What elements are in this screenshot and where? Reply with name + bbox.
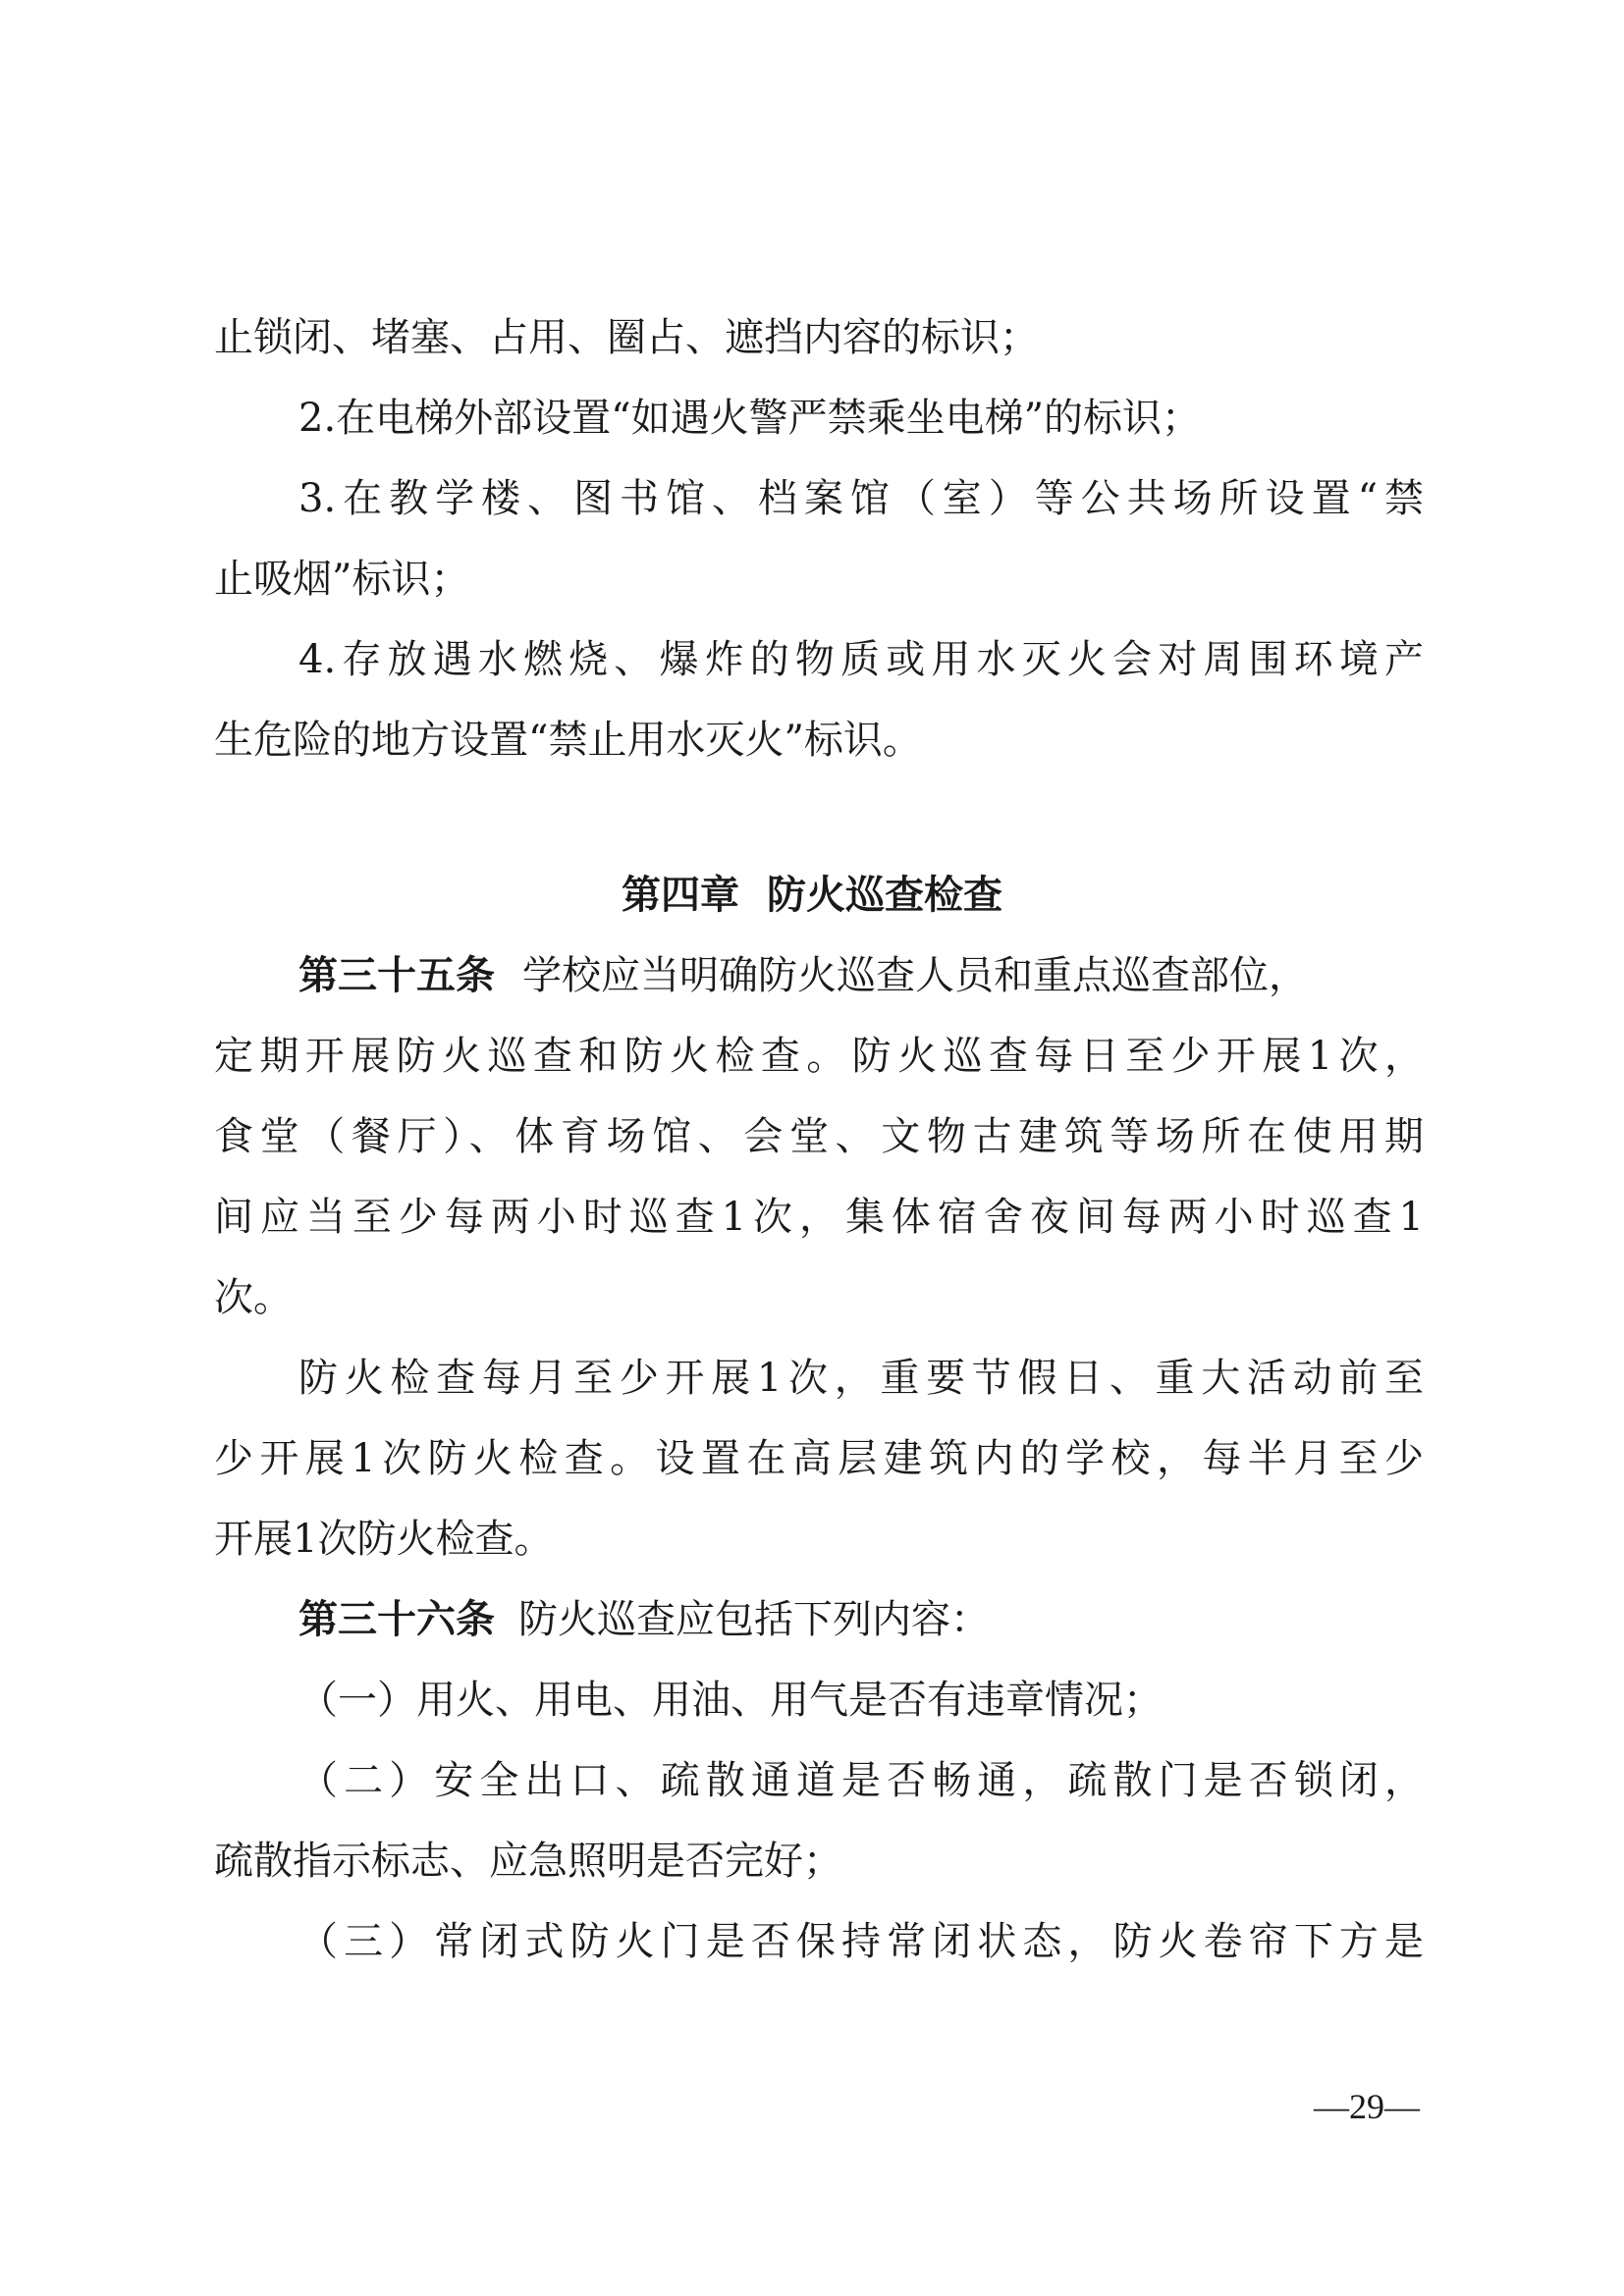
article-number: 第三十五条: [298, 953, 495, 998]
paragraph-line: 止吸烟”标识；: [214, 557, 470, 602]
chapter-heading: [0, 872, 1624, 919]
paragraph-line: 疏散指示标志、应急照明是否完好；: [214, 1839, 842, 1884]
article-36-first-line: [298, 1596, 1424, 1643]
list-item-line: （二）安全出口、疏散通道是否畅通，疏散门是否锁闭，: [298, 1758, 1424, 1803]
paragraph-line: 次。: [214, 1275, 293, 1320]
paragraph-line: 3.在教学楼、图书馆、档案馆（室）等公共场所设置“禁: [298, 476, 1424, 521]
paragraph-line: 定期开展防火巡查和防火检查。防火巡查每日至少开展1次，: [214, 1034, 1424, 1079]
list-item-line: （三）常闭式防火门是否保持常闭状态，防火卷帘下方是: [298, 1919, 1424, 1964]
article-number: 第三十六条: [298, 1597, 495, 1642]
article-text: 防火巡查应包括下列内容：: [518, 1597, 990, 1642]
paragraph-line: 2.在电梯外部设置“如遇火警严禁乘坐电梯”的标识；: [298, 396, 1202, 441]
article-text: 学校应当明确防火巡查人员和重点巡查部位，: [522, 953, 1308, 998]
paragraph-line: 生危险的地方设置“禁止用水灭火”标识。: [214, 718, 922, 763]
paragraph-line: 止锁闭、堵塞、占用、圈占、遮挡内容的标识；: [214, 315, 1039, 360]
chapter-number: 第四章: [622, 873, 739, 918]
page-number: —29—: [1314, 2087, 1420, 2126]
article-35-first-line: [298, 952, 1424, 999]
paragraph-line: 开展1次防火检查。: [214, 1517, 554, 1562]
paragraph-line: 防火检查每月至少开展1次，重要节假日、重大活动前至: [298, 1356, 1424, 1401]
paragraph-line: 食堂（餐厅）、体育场馆、会堂、文物古建筑等场所在使用期: [214, 1114, 1424, 1159]
list-item-line: （一）用火、用电、用油、用气是否有违章情况；: [298, 1678, 1163, 1723]
paragraph-line: 少开展1次防火检查。设置在高层建筑内的学校，每半月至少: [214, 1436, 1424, 1481]
paragraph-line: 4.存放遇水燃烧、爆炸的物质或用水灭火会对周围环境产: [298, 637, 1424, 682]
chapter-title: 防火巡查检查: [767, 873, 1002, 918]
paragraph-line: 间应当至少每两小时巡查1次，集体宿舍夜间每两小时巡查1: [214, 1195, 1424, 1240]
